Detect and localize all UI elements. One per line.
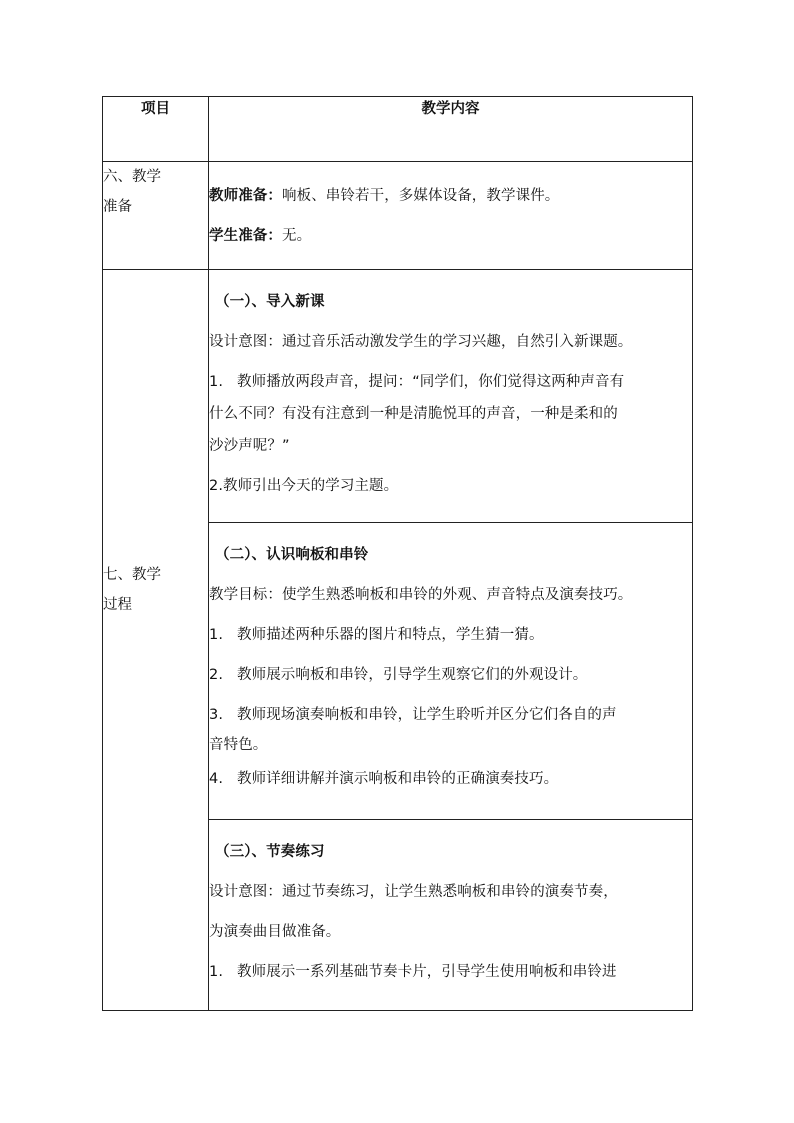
table-header-row xyxy=(103,97,693,162)
table-row-preparation xyxy=(103,162,693,270)
section2-item3-text: 教师现场演奏响板和串铃，让学生聆听并区分它们各自的声 xyxy=(237,707,617,723)
section2-item2-text: 教师展示响板和串铃，引导学生观察它们的外观设计。 xyxy=(237,667,588,683)
section3-intent-line1: 设计意图：通过节奏练习，让学生熟悉响板和串铃的演奏节奏， xyxy=(209,884,618,900)
section1-item1-line1 xyxy=(209,369,692,395)
section3-cell xyxy=(209,820,693,1011)
section2-title: （二）、认识响板和串铃 xyxy=(215,547,369,563)
section2-item4 xyxy=(209,766,692,792)
student-prep-line xyxy=(209,223,692,249)
section1-intent: 设计意图：通过音乐活动激发学生的学习兴趣，自然引入新课题。 xyxy=(209,334,633,350)
section3-item1-number: 1. xyxy=(209,964,224,980)
student-prep-text: 无。 xyxy=(282,228,312,244)
preparation-label-line1: 六、教学 xyxy=(103,169,161,185)
preparation-label-cell xyxy=(103,162,209,270)
section2-item2 xyxy=(209,662,692,688)
process-label-line1: 七、教学 xyxy=(103,567,161,583)
preparation-label-line2: 准备 xyxy=(103,199,132,215)
section1-cell xyxy=(209,270,693,523)
section2-item3 xyxy=(209,702,692,728)
section2-item2-number: 2. xyxy=(209,667,224,683)
section3-item1 xyxy=(209,959,692,985)
teacher-prep-line xyxy=(209,183,692,209)
preparation-content-cell xyxy=(209,162,693,270)
table-row-section1 xyxy=(103,270,693,523)
header-item: 项目 xyxy=(103,97,209,162)
process-label-line2: 过程 xyxy=(103,597,132,613)
section2-item1 xyxy=(209,622,692,648)
section2-item1-number: 1. xyxy=(209,627,224,643)
section1-item1-line3: 沙沙声呢？” xyxy=(209,438,290,454)
section1-item1-number: 1. xyxy=(209,374,224,390)
section2-item3-cont: 音特色。 xyxy=(209,737,268,753)
section2-item4-text: 教师详细讲解并演示响板和串铃的正确演奏技巧。 xyxy=(237,771,559,787)
section3-item1-text: 教师展示一系列基础节奏卡片，引导学生使用响板和串铃进 xyxy=(237,964,617,980)
teacher-prep-label: 教师准备： xyxy=(209,188,282,204)
teacher-prep-text: 响板、串铃若干，多媒体设备，教学课件。 xyxy=(282,188,560,204)
section1-item1-line2: 什么不同？有没有注意到一种是清脆悦耳的声音，一种是柔和的 xyxy=(209,406,618,422)
section1-title: （一）、导入新课 xyxy=(215,294,325,310)
section3-title: （三）、节奏练习 xyxy=(215,844,325,860)
process-label-cell xyxy=(103,270,209,1011)
section3-intent-line2: 为演奏曲目做准备。 xyxy=(209,924,341,940)
header-content: 教学内容 xyxy=(209,97,693,162)
section1-item2: 2.教师引出今天的学习主题。 xyxy=(209,478,399,494)
section2-goal: 教学目标：使学生熟悉响板和串铃的外观、声音特点及演奏技巧。 xyxy=(209,587,633,603)
section2-item4-number: 4. xyxy=(209,771,224,787)
section1-item1-text: 教师播放两段声音，提问：“同学们，你们觉得这两种声音有 xyxy=(237,374,625,390)
section2-item3-number: 3. xyxy=(209,707,224,723)
student-prep-label: 学生准备： xyxy=(209,228,282,244)
lesson-plan-table xyxy=(102,96,693,1011)
section2-item1-text: 教师描述两种乐器的图片和特点，学生猜一猜。 xyxy=(237,627,544,643)
section2-cell xyxy=(209,523,693,820)
